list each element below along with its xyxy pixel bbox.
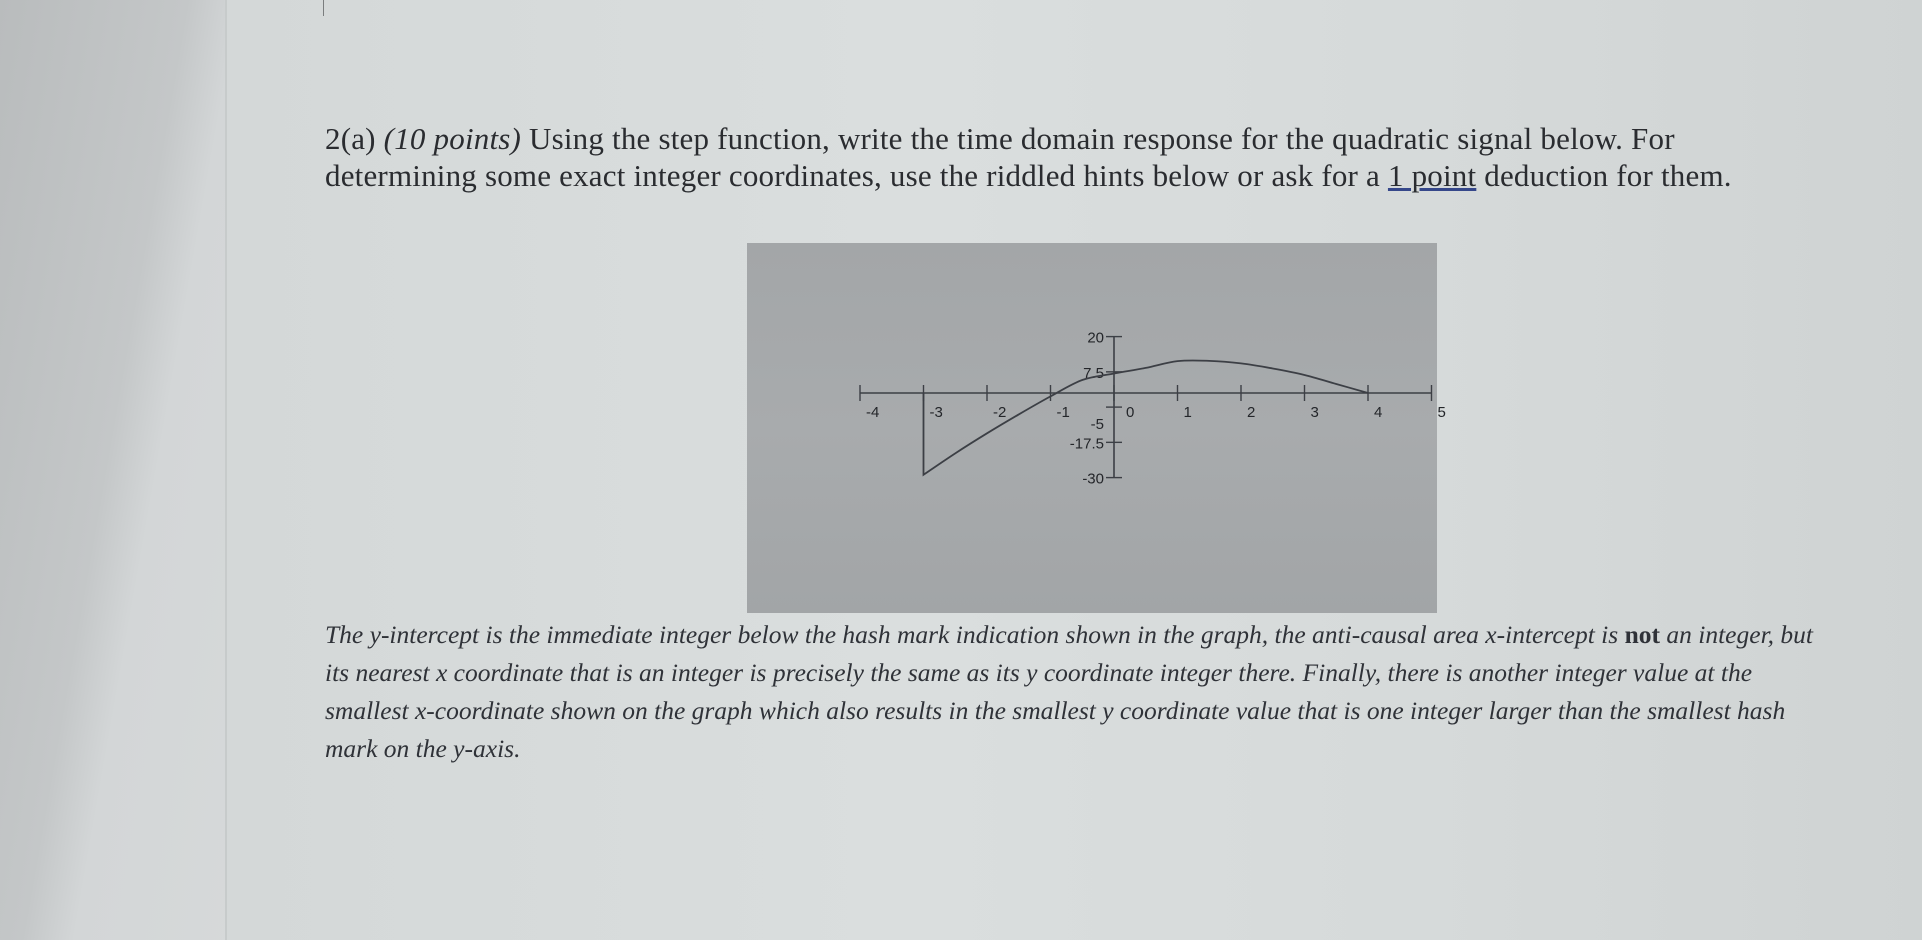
point-deduction-link[interactable]: 1 point <box>1387 158 1477 193</box>
signal-curve <box>924 360 1369 474</box>
question-body-part2: deduction for them. <box>1476 158 1732 193</box>
question-text <box>325 120 1825 194</box>
x-tick-label-2: 2 <box>1247 404 1256 421</box>
hints-emphasis: not <box>1624 620 1661 649</box>
riddle-hints <box>325 616 1815 768</box>
question-body-part1: Using the step function, write the time domain response for the quadratic signal below. For determining some exact integer coordinates, use the riddled hints below or ask for a <box>325 121 1675 193</box>
x-tick-label--1: -1 <box>1056 404 1070 421</box>
x-tick-label--2: -2 <box>993 404 1007 421</box>
x-tick-label-5: 5 <box>1437 404 1446 421</box>
y-tick-label-7_5: 7.5 <box>1083 364 1104 382</box>
x-tick-label--3: -3 <box>929 404 943 421</box>
x-tick-label-3: 3 <box>1310 404 1319 421</box>
question-number: 2(a) <box>325 121 376 156</box>
x-tick-label-0: 0 <box>1126 404 1135 421</box>
y-tick-label--17_5: -17.5 <box>1069 435 1104 453</box>
page-edge-mark <box>323 0 324 16</box>
x-tick-label--4: -4 <box>866 404 880 421</box>
signal-graph <box>747 243 1446 613</box>
x-tick-label-1: 1 <box>1183 404 1192 421</box>
y-tick-label--5: -5 <box>1090 416 1104 434</box>
hints-text-part2: an integer, but its nearest x coordinate that is an integer is precisely the same as its y coordinate integer there. Finally, there is another integer value at the smallest x-coordinate shown on the graph which also results in the smallest y coordinate value that is one integer larger than the smallest hash mark on the y-axis. <box>325 620 1814 763</box>
signal-graph-svg <box>747 243 1446 613</box>
x-tick-label-4: 4 <box>1374 404 1383 421</box>
y-tick-label--30: -30 <box>1082 470 1104 488</box>
hints-text-part1: The y-intercept is the immediate integer below the hash mark indication shown in the graph, the anti-causal area x-intercept is <box>325 620 1625 649</box>
y-tick-label-20: 20 <box>1087 329 1104 347</box>
question-points: (10 points) <box>383 121 522 156</box>
